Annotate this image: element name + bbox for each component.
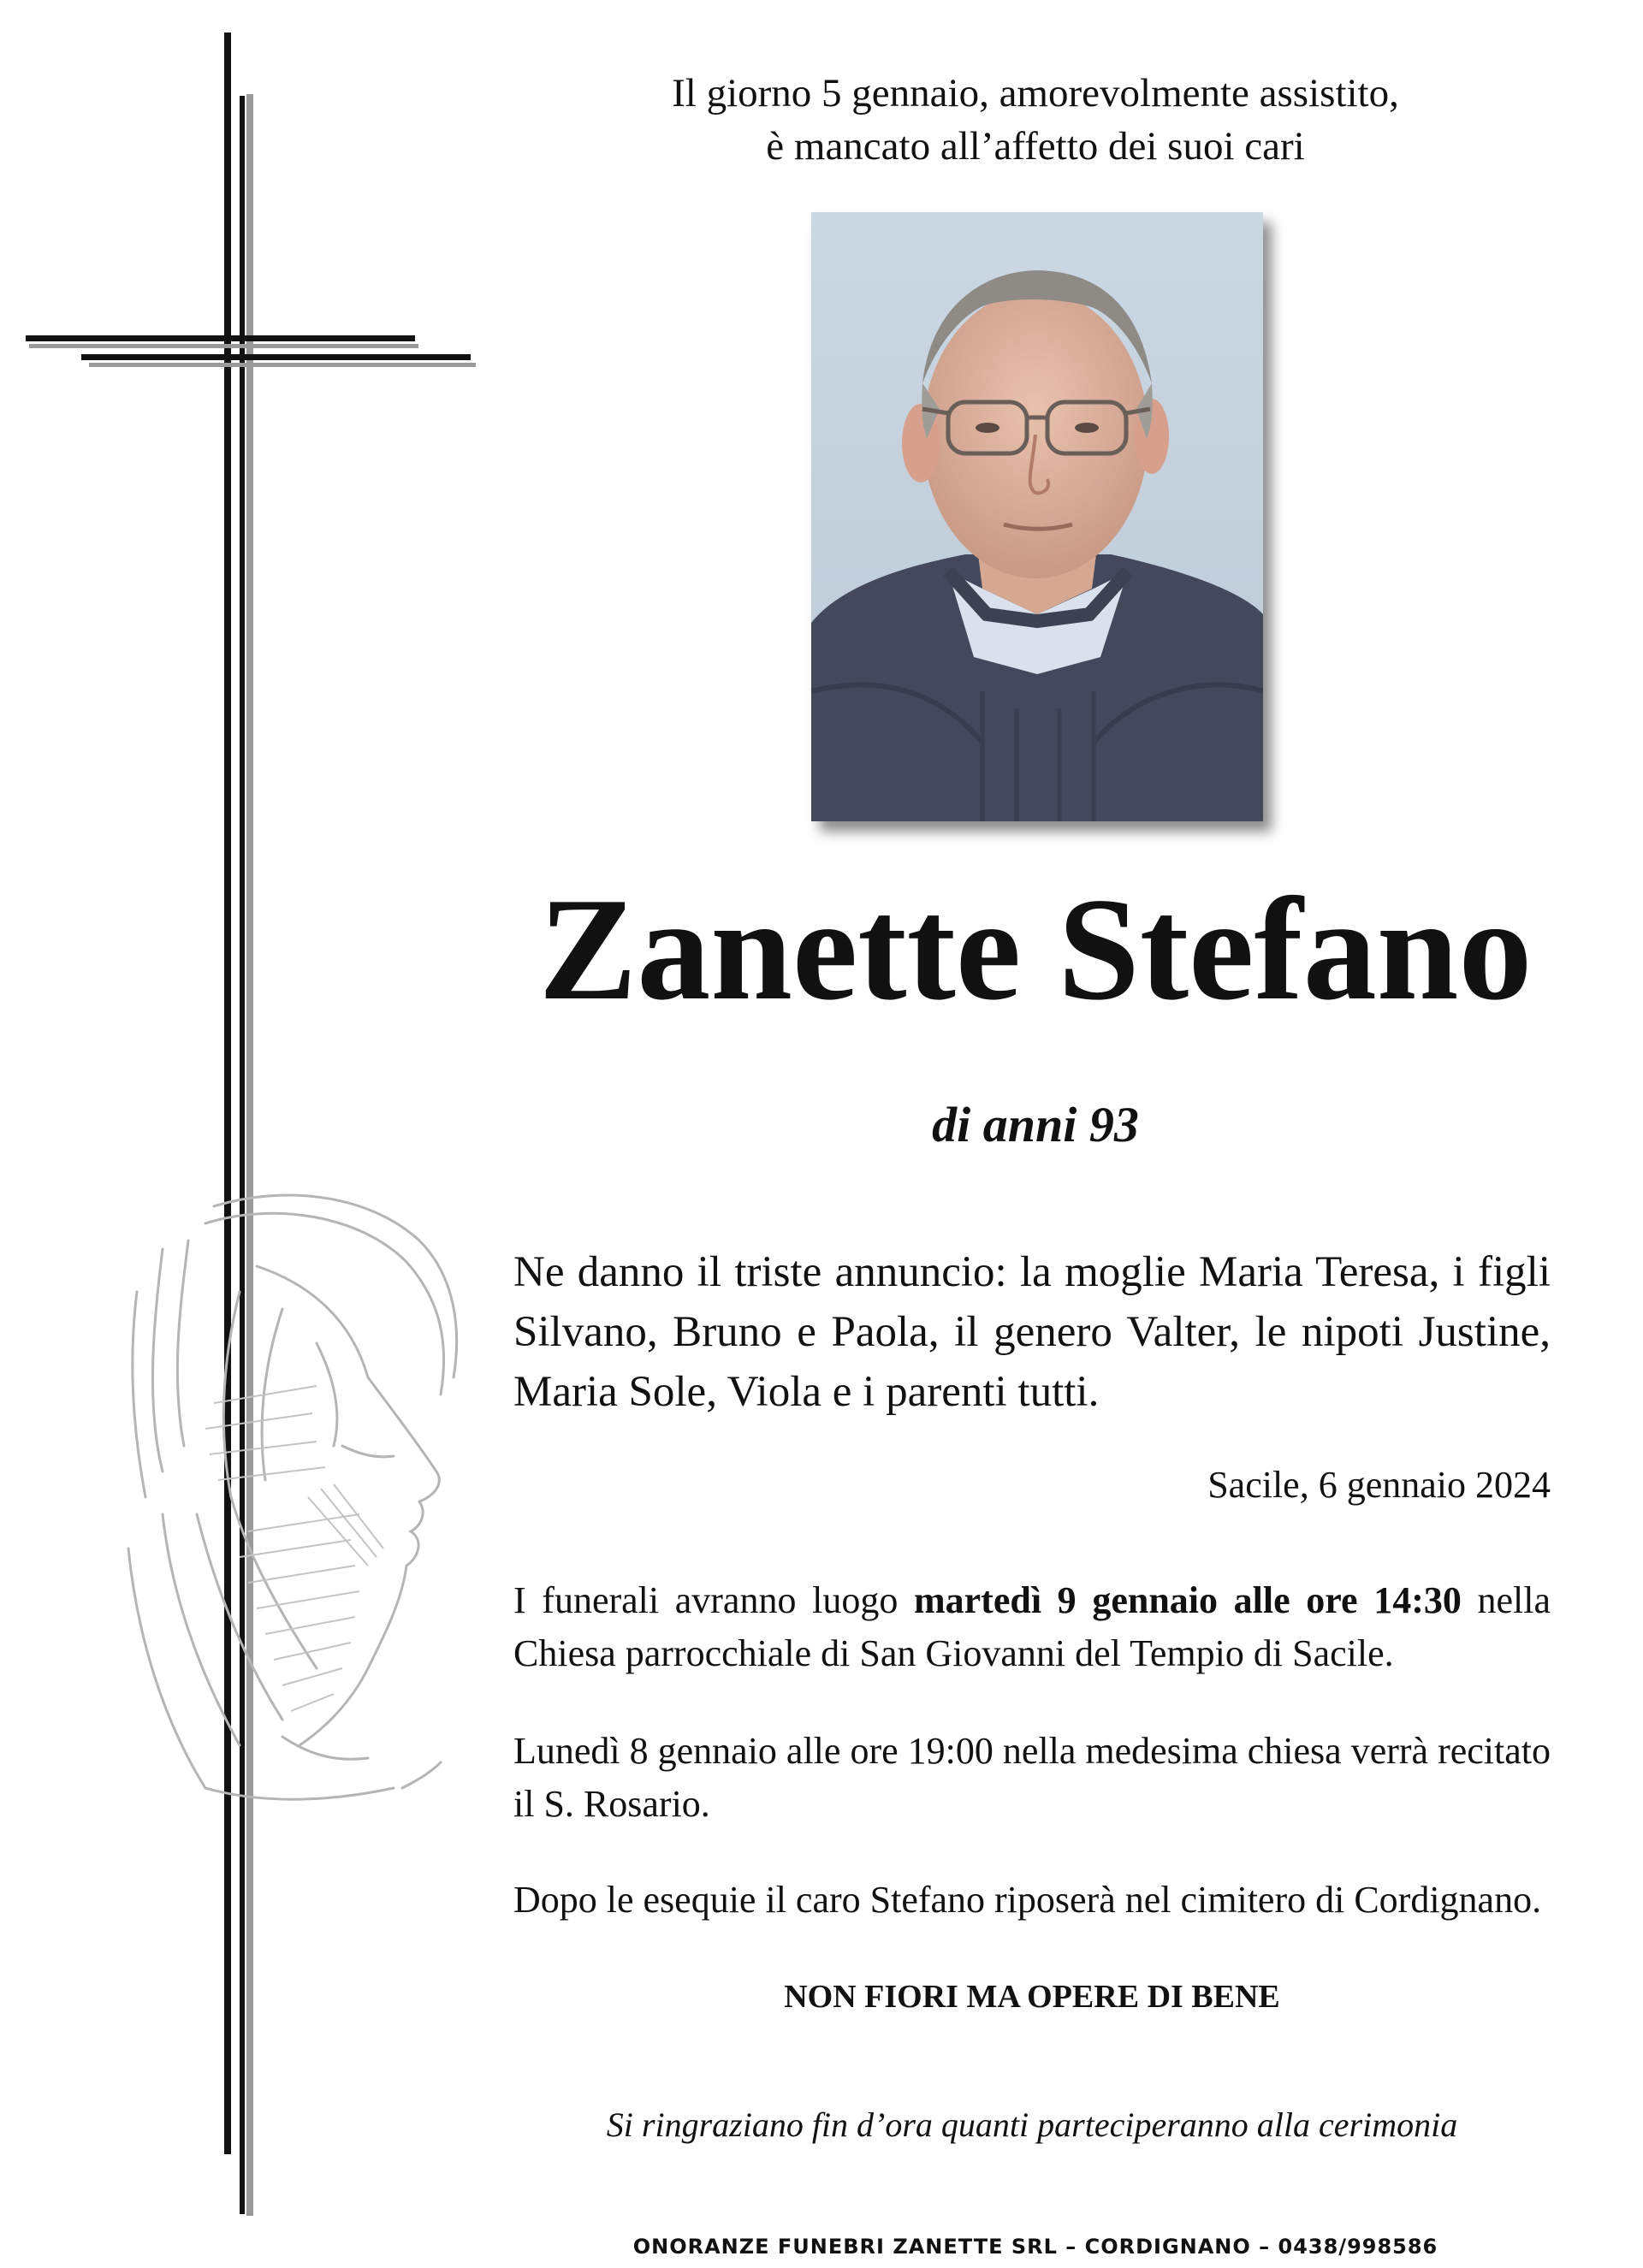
intro-text — [531, 67, 1540, 173]
rosary-details: Lunedì 8 gennaio alle ore 19:00 nella medesima chiesa verrà recitato il S. Rosario. — [513, 1730, 1551, 1825]
funeral-details — [513, 1574, 1551, 1680]
funeral-location: nella Chiesa parrocchiale di San Giovanni del Tempio di Sacile. — [513, 1579, 1551, 1674]
thanks-note: Si ringraziano fin d’ora quanti parteciperanno alla cerimonia — [606, 2105, 1458, 2144]
intro-line-2: è mancato all’affetto dei suoi cari — [766, 124, 1305, 169]
deceased-name: Zanette Stefano — [538, 868, 1533, 1031]
funeral-date-time: martedì 9 gennaio alle ore 14:30 — [913, 1579, 1462, 1621]
intro-line-1: Il giorno 5 gennaio, amorevolmente assistito, — [672, 71, 1399, 115]
deceased-age: di anni 93 — [932, 1097, 1139, 1152]
no-flowers-notice: NON FIORI MA OPERE DI BENE — [784, 1979, 1280, 2015]
christ-sketch-icon — [111, 1189, 488, 1822]
funeral-home-footer: ONORANZE FUNEBRI ZANETTE SRL – CORDIGNANO – 0438/998586 — [632, 2235, 1438, 2259]
funeral-prefix: I funerali avranno luogo — [513, 1579, 914, 1621]
place-date: Sacile, 6 gennaio 2024 — [1207, 1464, 1551, 1506]
portrait-photo — [811, 212, 1263, 821]
burial-details: Dopo le esequie il caro Stefano riposerà nel cimitero di Cordignano. — [513, 1879, 1542, 1921]
family-announcement: Ne danno il triste annuncio: la moglie Maria Teresa, i figli Silvano, Bruno e Paola, il genero Valter, le nipoti Justine, Maria Sole, Viola e i parenti tutti. — [513, 1248, 1551, 1416]
